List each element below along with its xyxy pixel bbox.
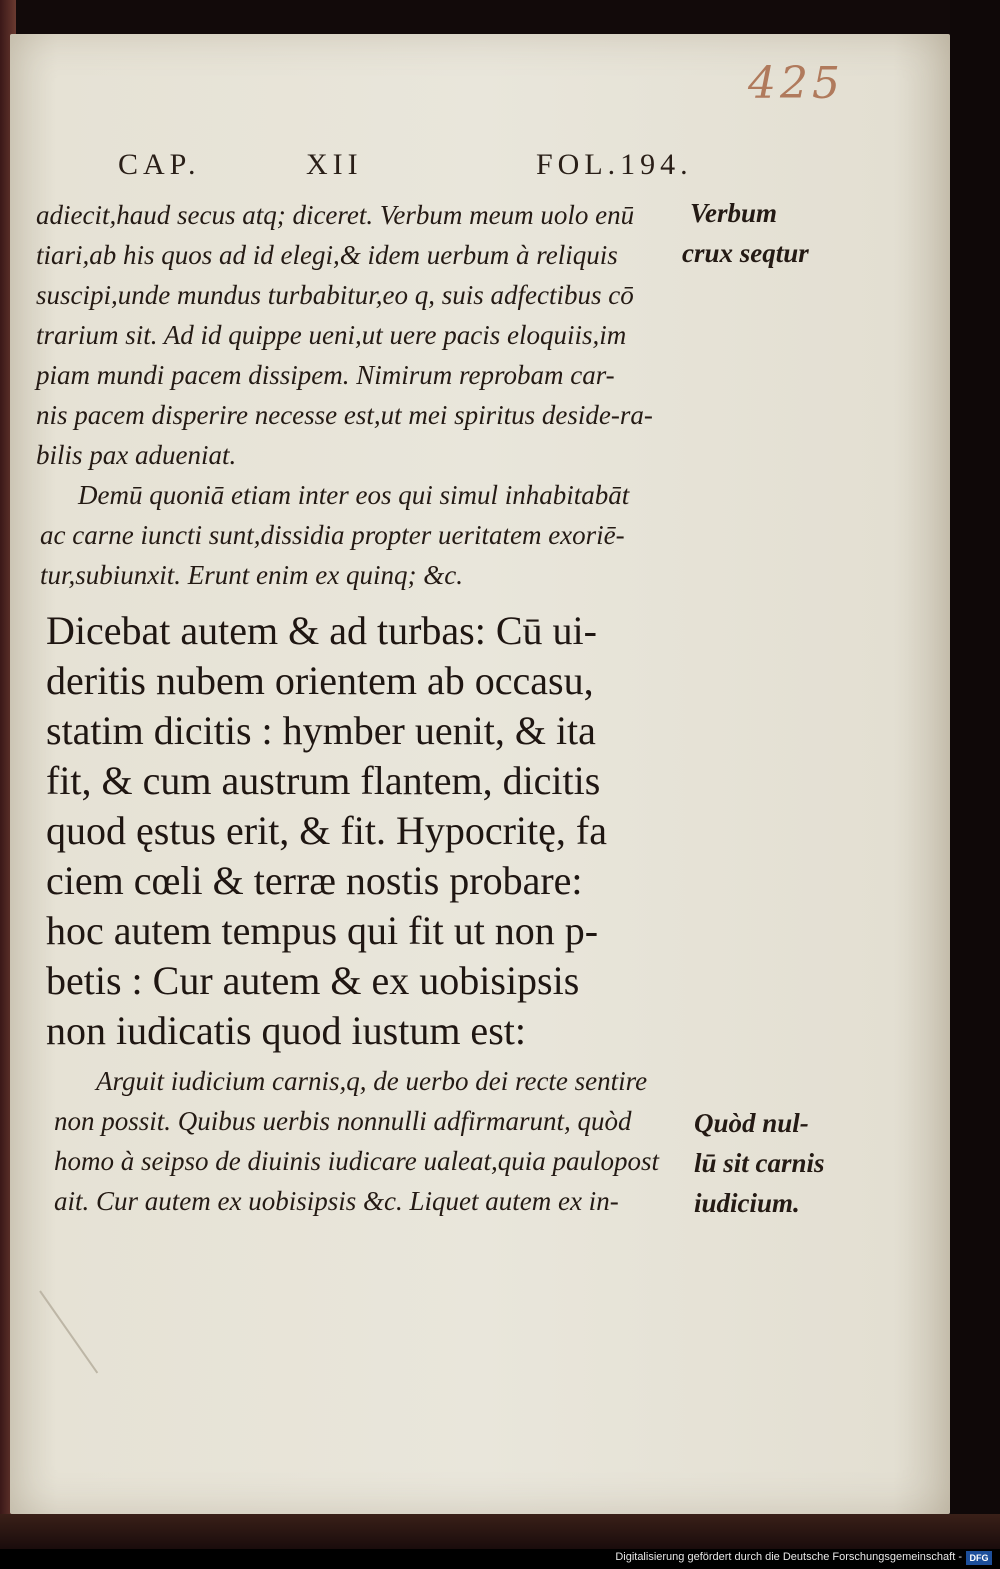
commentary-line: ac carne iuncti sunt,dissidia propter ueritatem exoriē- xyxy=(40,520,625,550)
commentary-line: piam mundi pacem dissipem. Nimirum reprobam car- xyxy=(36,360,615,390)
marginal-note: crux seqtur xyxy=(682,238,809,268)
book-edge-bottom xyxy=(0,1514,1000,1549)
main-text-line: Dicebat autem & ad turbas: Cū ui- xyxy=(46,608,597,653)
main-text-line: quod ęstus erit, & fit. Hypocritę, fa xyxy=(46,808,607,853)
commentary-line: trarium sit. Ad id quippe ueni,ut uere pacis eloquiis,im xyxy=(36,320,627,350)
main-text-line: fit, & cum austrum flantem, dicitis xyxy=(46,758,601,803)
running-head-cap: CAP. xyxy=(118,148,201,181)
main-text-line: betis : Cur autem & ex uobisipsis xyxy=(46,958,580,1003)
main-text-line: non iudicatis quod iustum est: xyxy=(46,1008,526,1053)
commentary-line: nis pacem disperire necesse est,ut mei spiritus deside-ra- xyxy=(36,400,653,430)
main-text-line: statim dicitis : hymber uenit, & ita xyxy=(46,708,596,753)
marginal-note: Quòd nul- xyxy=(694,1108,809,1138)
handwritten-folio-number: 425 xyxy=(748,58,844,109)
main-text-line: deritis nubem orientem ab occasu, xyxy=(46,658,594,703)
commentary-line: non possit. Quibus uerbis nonnulli adfirmarunt, quòd xyxy=(54,1106,632,1136)
commentary-line: Arguit iudicium carnis,q, de uerbo dei recte sentire xyxy=(96,1066,648,1096)
marginal-note: Verbum xyxy=(690,198,778,228)
dfg-logo-icon: DFG xyxy=(966,1551,992,1565)
running-head-folio: FOL.194. xyxy=(536,148,693,181)
commentary-line: suscipi,unde mundus turbabitur,eo q, suis adfectibus cō xyxy=(36,280,634,310)
commentary-line: tiari,ab his quos ad id elegi,& idem uerbum à reliquis xyxy=(36,240,618,270)
commentary-line: homo à seipso de diuinis iudicare ualeat,quia paulopost xyxy=(54,1146,659,1176)
running-head-chapter: XII xyxy=(306,148,363,181)
main-text-line: hoc autem tempus qui fit ut non p- xyxy=(46,908,599,953)
main-text-line: ciem cœli & terræ nostis probare: xyxy=(46,858,583,903)
scan-background-top xyxy=(0,0,1000,34)
scan-background-right xyxy=(950,0,1000,1569)
footer-credit-text: Digitalisierung gefördert durch die Deutsche Forschungsgemeinschaft - xyxy=(615,1551,962,1563)
marginal-note: lū sit carnis xyxy=(694,1148,825,1178)
commentary-line: adiecit,haud secus atq; diceret. Verbum meum uolo enū xyxy=(36,200,635,230)
commentary-line: ait. Cur autem ex uobisipsis &c. Liquet autem ex in- xyxy=(54,1186,619,1216)
commentary-line: bilis pax adueniat. xyxy=(36,440,237,470)
commentary-line: tur,subiunxit. Erunt enim ex quinq; &c. xyxy=(40,560,463,590)
marginal-note: iudicium. xyxy=(694,1188,800,1218)
commentary-line: Demū quoniā etiam inter eos qui simul inhabitabāt xyxy=(78,480,630,510)
